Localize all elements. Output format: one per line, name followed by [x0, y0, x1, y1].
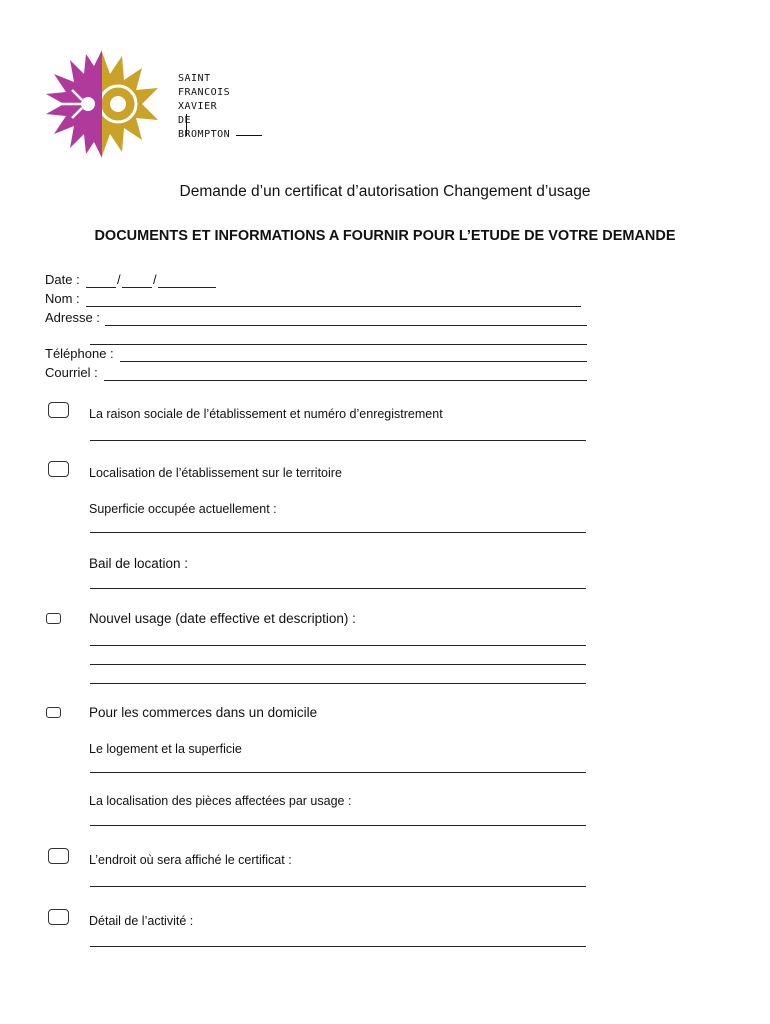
bail-input[interactable] [90, 588, 586, 589]
pieces-label: La localisation des pièces affectées par usage : [89, 794, 352, 808]
logement-input[interactable] [90, 772, 586, 773]
detail-input[interactable] [90, 946, 586, 947]
nom-label: Nom : [45, 291, 80, 306]
telephone-label: Téléphone : [45, 346, 114, 361]
raison-sociale-label: La raison sociale de l’établissement et numéro d’enregistrement [89, 407, 443, 421]
date-month-input[interactable] [122, 287, 152, 288]
nouvel-usage-input-2[interactable] [90, 664, 586, 665]
document-title: Demande d’un certificat d’autorisation Changement d’usage [179, 183, 591, 200]
detail-checkbox[interactable] [48, 909, 69, 925]
endroit-label: L’endroit où sera affiché le certificat : [89, 853, 292, 867]
localisation-label: Localisation de l’établissement sur le territoire [89, 466, 342, 480]
gold-sun-emblem [100, 52, 158, 156]
date-year-input[interactable] [158, 287, 216, 288]
bail-label: Bail de location : [89, 556, 189, 571]
nouvel-usage-checkbox[interactable] [46, 613, 61, 624]
logo-wordmark: SAINT FRANCOIS XAVIER DE BROMPTON [178, 72, 230, 142]
date-day-input[interactable] [86, 287, 116, 288]
nouvel-usage-label: Nouvel usage (date effective et description) : [89, 611, 356, 626]
endroit-input[interactable] [90, 886, 586, 887]
nom-input[interactable] [86, 306, 581, 307]
nouvel-usage-input-1[interactable] [90, 645, 586, 646]
date-separator: / [117, 272, 121, 287]
commerces-checkbox[interactable] [46, 707, 61, 718]
date-field [45, 271, 80, 289]
detail-label: Détail de l’activité : [89, 914, 194, 928]
raison-sociale-input[interactable] [90, 440, 586, 441]
date-label: Date : [45, 272, 80, 287]
courriel-input[interactable] [104, 380, 587, 381]
municipality-logo [42, 44, 160, 160]
purple-snowflake-emblem [46, 50, 102, 158]
raison-sociale-checkbox[interactable] [48, 402, 69, 418]
nouvel-usage-input-3[interactable] [90, 683, 586, 684]
date-separator: / [153, 272, 157, 287]
commerces-label: Pour les commerces dans un domicile [89, 705, 318, 720]
telephone-input[interactable] [120, 361, 587, 362]
logement-label: Le logement et la superficie [89, 742, 242, 756]
localisation-checkbox[interactable] [48, 461, 69, 477]
superficie-input[interactable] [90, 532, 586, 533]
adresse-label: Adresse : [45, 310, 100, 325]
superficie-label: Superficie occupée actuellement : [89, 502, 277, 516]
courriel-label: Courriel : [45, 365, 98, 380]
endroit-checkbox[interactable] [48, 848, 69, 864]
adresse-input-line-2[interactable] [90, 344, 587, 345]
pieces-input[interactable] [90, 825, 586, 826]
document-heading: DOCUMENTS ET INFORMATIONS A FOURNIR POUR L’ETUDE DE VOTRE DEMANDE [94, 228, 676, 244]
adresse-input[interactable] [105, 325, 587, 326]
